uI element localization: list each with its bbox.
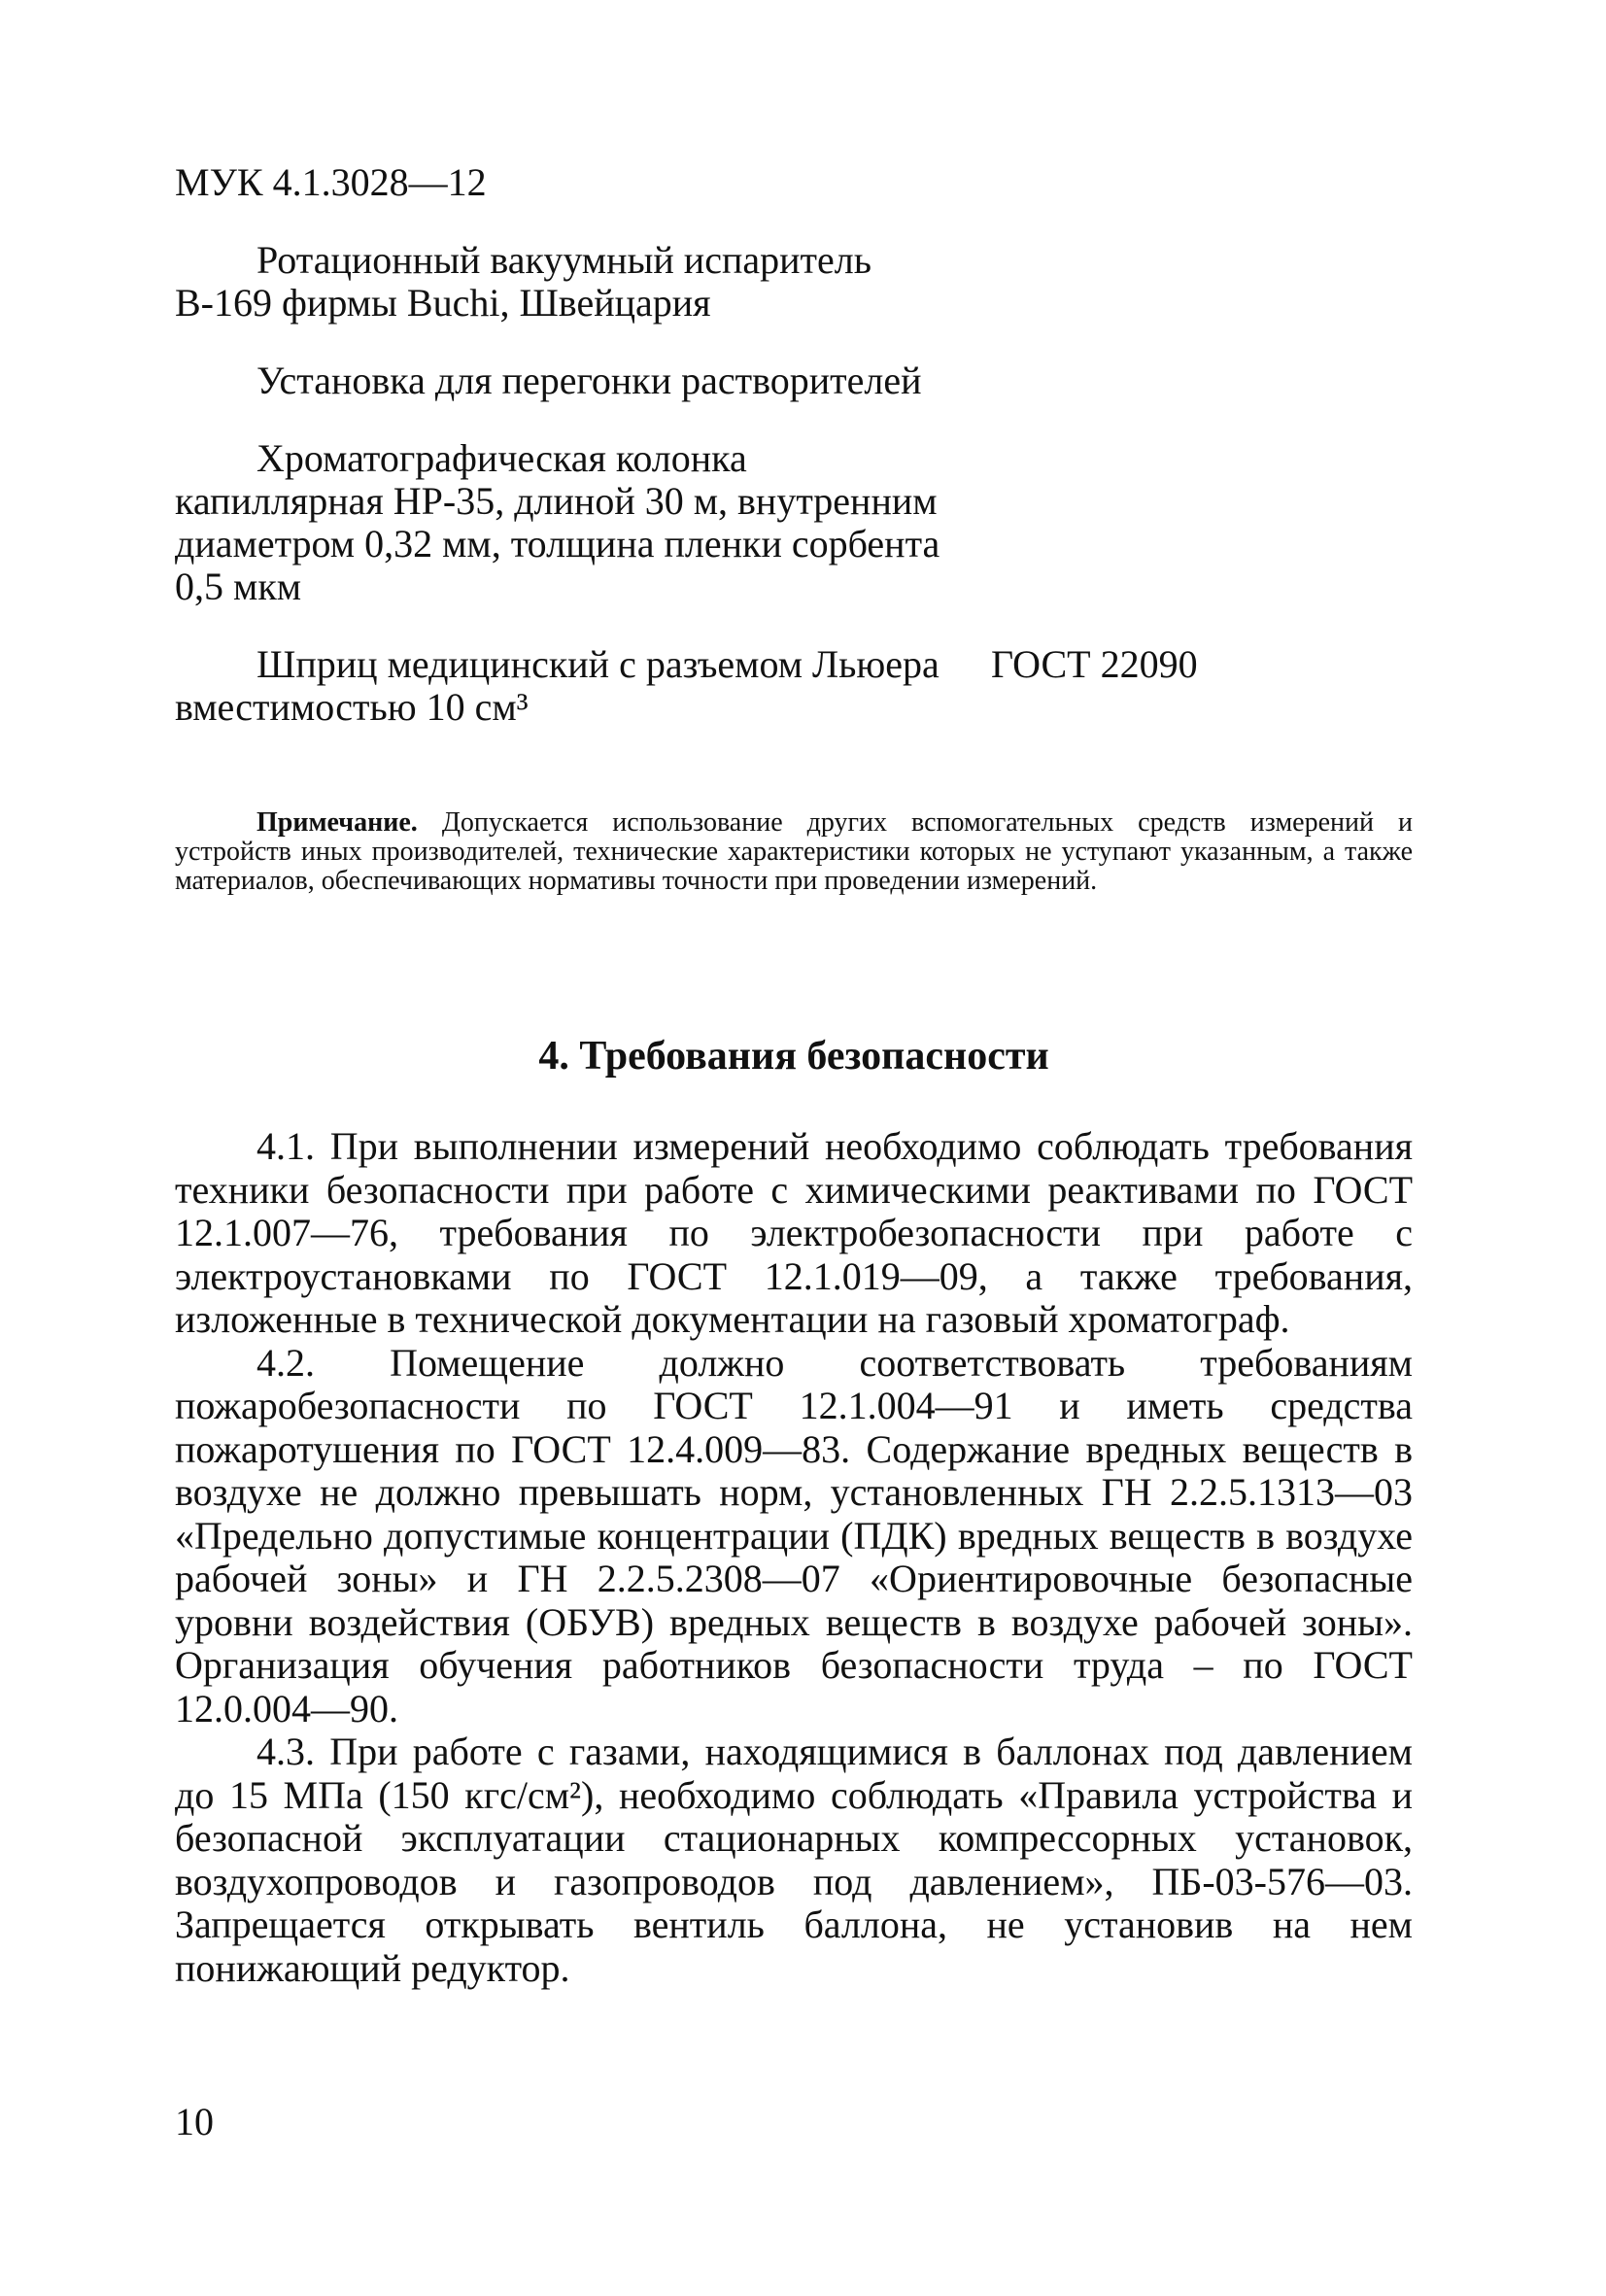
paragraph-4-3: 4.3. При работе с газами, находящимися в баллонах под давлением до 15 МПа (150 кгс/см²), необходимо соблюдать «Правила устройства и безопасной эксплуатации стационарных компрессорных установок, воздухопроводов и газопроводов под давлением», ПБ-03-576—03. Запрещается открывать вентиль баллона, не установив на нем понижающий редуктор.: [175, 1730, 1413, 1990]
note-text: Допускается использование других вспомогательных средств измерений и устройств иных производителей, технические характеристики которых не уступают указанным, а также материалов, обеспечивающих нормативы точности при проведении измерений.: [175, 807, 1413, 896]
equipment-item: [175, 643, 1244, 729]
note-label: Примечание.: [256, 807, 418, 838]
equipment-item: [175, 437, 1244, 608]
paragraph-4-1: 4.1. При выполнении измерений необходимо соблюдать требования техники безопасности при работе с химическими реактивами по ГОСТ 12.1.007—76, требования по электробезопасности при работе с электроустановками по ГОСТ 12.1.019—09, а также требования, изложенные в технической документации на газовый хроматограф.: [175, 1124, 1413, 1341]
document-code: МУК 4.1.3028—12: [175, 160, 487, 204]
equipment-item: [175, 360, 1244, 402]
paragraph-4-2: 4.2. Помещение должно соответствовать требованиям пожаробезопасности по ГОСТ 12.1.004—91 и иметь средства пожаротушения по ГОСТ 12.4.009—83. Содержание вредных веществ в воздухе не должно превышать норм, установленных ГН 2.2.5.1313—03 «Предельно допустимые концентрации (ПДК) вредных веществ в воздухе рабочей зоны» и ГН 2.2.5.2308—07 «Ориентировочные безопасные уровни воздействия (ОБУВ) вредных веществ в воздухе рабочей зоны». Организация обучения работников безопасности труда – по ГОСТ 12.0.004—90.: [175, 1340, 1413, 1731]
note: [175, 808, 1413, 896]
equipment-name: Ротационный вакуумный испаритель В-169 фирмы Buchi, Швейцария: [175, 238, 871, 325]
equipment-name: Установка для перегонки растворителей: [256, 359, 922, 402]
equipment-standard: ГОСТ 22090: [991, 642, 1198, 686]
equipment-list: [175, 239, 1244, 764]
equipment-name: Шприц медицинский с разъемом Льюера вместимостью 10 см³: [175, 642, 940, 729]
equipment-name: Хроматографическая колонка капиллярная НР-35, длиной 30 м, внутренним диаметром 0,32 мм, толщина пленки сорбента 0,5 мкм: [175, 436, 940, 608]
page-number: 10: [175, 2100, 214, 2143]
section-title: 4. Требования безопасности: [538, 1034, 1049, 1079]
equipment-item: [175, 239, 1244, 325]
section-body: [175, 1125, 1413, 1990]
